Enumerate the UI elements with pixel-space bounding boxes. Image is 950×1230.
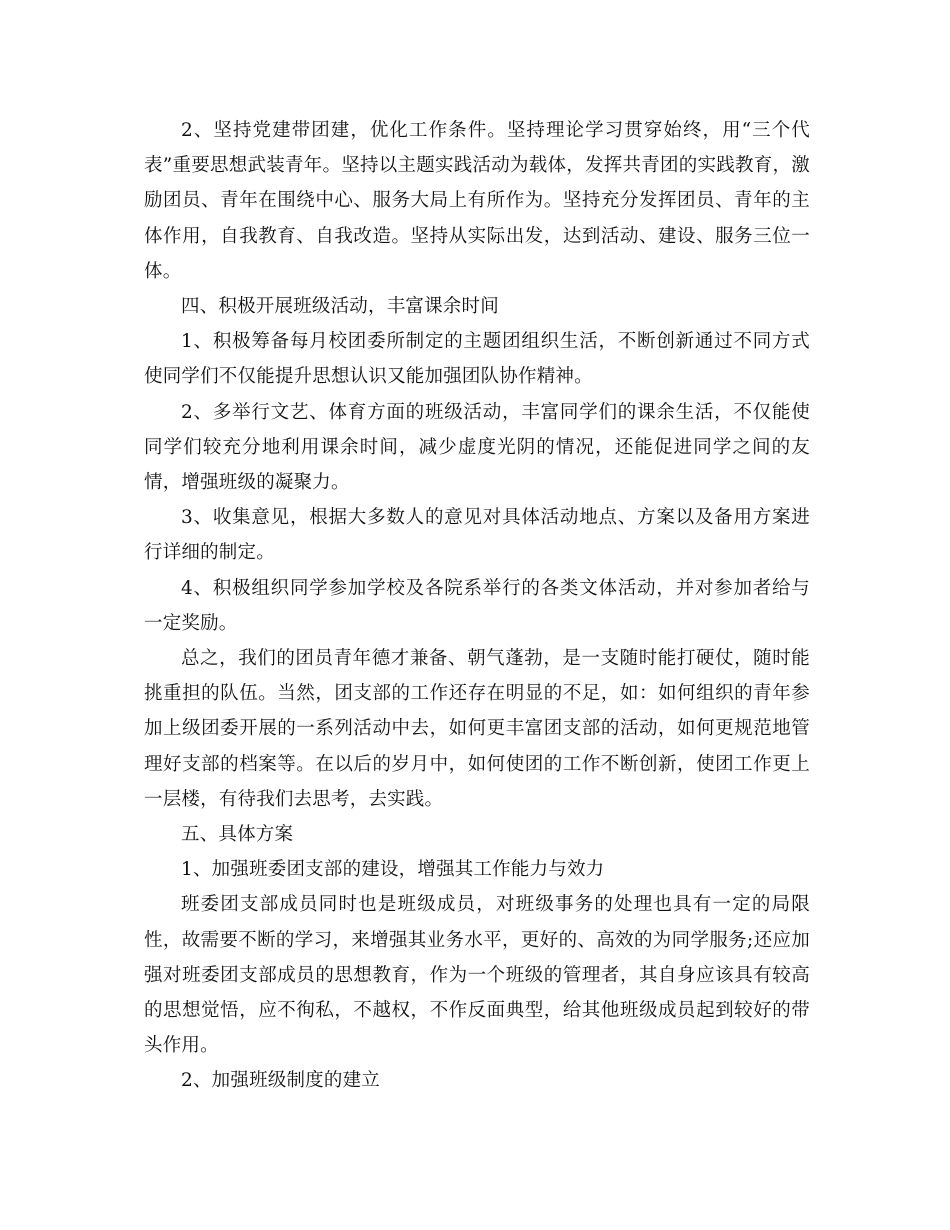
- paragraph-plan-1-body: 班委团支部成员同时也是班级成员，对班级事务的处理也具有一定的局限性，故需要不断的学习，来增强其业务水平，更好的、高效的为同学服务;还应加强对班委团支部成员的思想教育，作为一个班级的管理者，其自身应该具有较高的思想觉悟，应不徇私，不越权，不作反面典型，给其他班级成员起到较好的带头作用。: [144, 894, 810, 1057]
- heading-section-four: 四、积极开展班级活动，丰富课余时间: [181, 296, 499, 318]
- document-body: [144, 113, 810, 1099]
- paragraph-party-building: 2、坚持党建带团建，优化工作条件。坚持理论学习贯穿始终，用“三个代表”重要思想武装青年。坚持以主题实践活动为载体，发挥共青团的实践教育，激励团员、青年在围绕中心、服务大局上有所作为。坚持充分发挥团员、青年的主体作用，自我教育、自我改造。坚持从实际出发，达到活动、建设、服务三位一体。: [144, 120, 810, 282]
- heading-section-five: 五、具体方案: [181, 824, 294, 846]
- subheading-plan-2: 2、加强班级制度的建立: [181, 1070, 380, 1092]
- paragraph-item-2: 2、多举行文艺、体育方面的班级活动，丰富同学们的课余生活，不仅能使同学们较充分地利用课余时间，减少虚度光阴的情况，还能促进同学之间的友情，增强班级的凝聚力。: [144, 401, 810, 494]
- paragraph-item-1: 1、积极筹备每月校团委所制定的主题团组织生活，不断创新通过不同方式使同学们不仅能提升思想认识又能加强团队协作精神。: [144, 331, 810, 388]
- subheading-plan-1: 1、加强班委团支部的建设，增强其工作能力与效力: [181, 859, 605, 881]
- paragraph-item-4: 4、积极组织同学参加学校及各院系举行的各类文体活动，并对参加者给与一定奖励。: [144, 577, 810, 634]
- paragraph-summary: 总之，我们的团员青年德才兼备、朝气蓬勃，是一支随时能打硬仗，随时能挑重担的队伍。当然，团支部的工作还存在明显的不足，如：如何组织的青年参加上级团委开展的一系列活动中去，如何更丰富团支部的活动，如何更规范地管理好支部的档案等。在以后的岁月中，如何使团的工作不断创新，使团工作更上一层楼，有待我们去思考，去实践。: [144, 648, 810, 810]
- paragraph-item-3: 3、收集意见，根据大多数人的意见对具体活动地点、方案以及备用方案进行详细的制定。: [144, 507, 810, 564]
